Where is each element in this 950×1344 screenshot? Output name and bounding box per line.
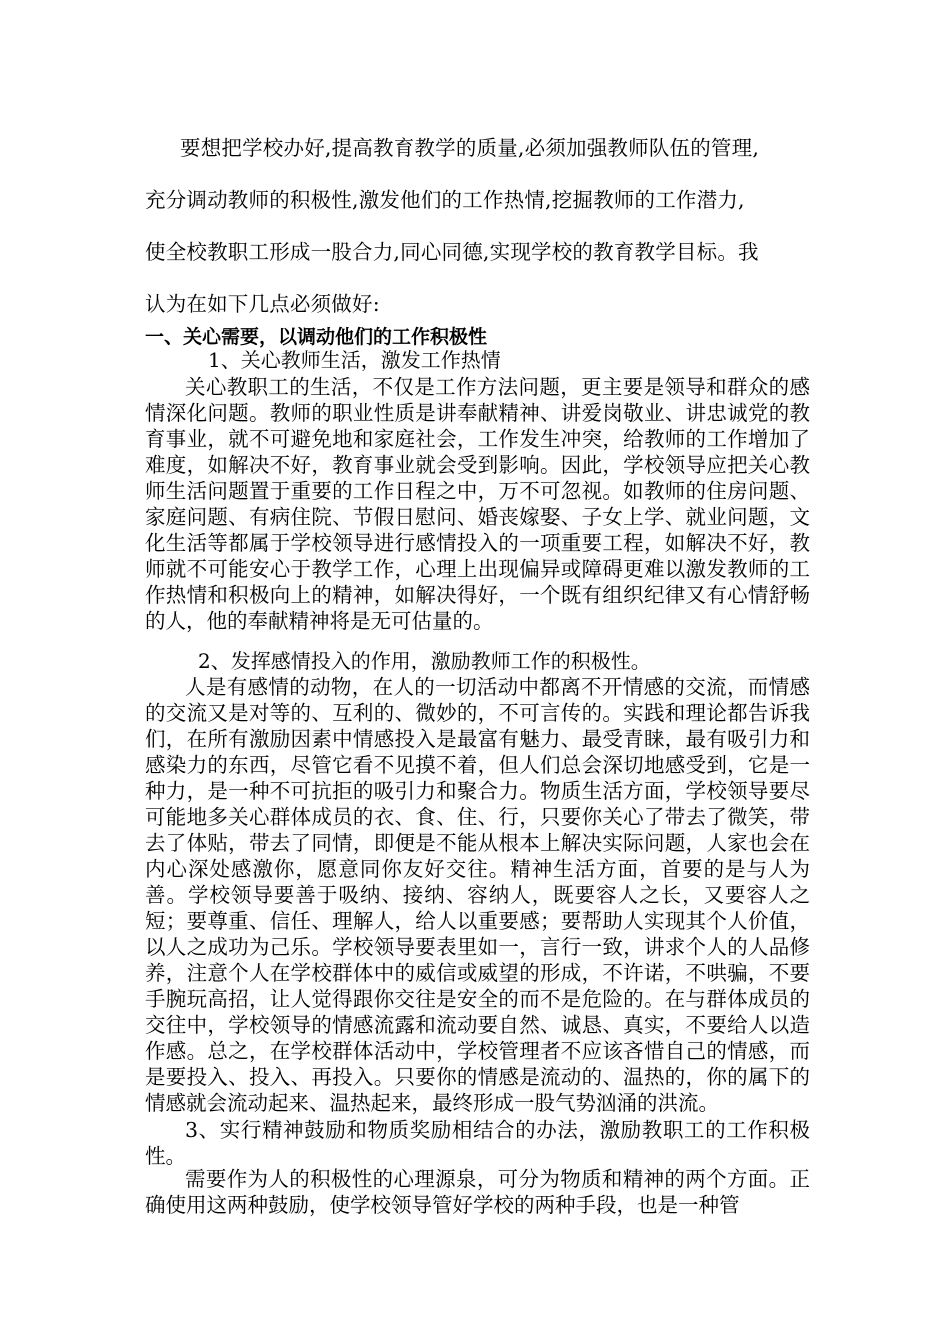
intro-line: 要想把学校办好,提高教育教学的质量,必须加强教师队伍的管理, [180,136,760,160]
intro-line: 充分调动教师的积极性,激发他们的工作热情,挖掘教师的工作潜力, [145,188,745,212]
subheading-1: 1、关心教师生活，激发工作热情 [208,348,501,372]
intro-line: 使全校教职工形成一股合力,同心同德,实现学校的教育教学目标。我 [145,240,759,264]
paragraph-3: 需要作为人的积极性的心理源泉，可分为物质和精神的两个方面。正确使用这两种鼓励，使学校领导管好学校的两种手段，也是一种管 [145,1167,810,1217]
paragraph-2: 人是有感情的动物，在人的一切活动中都离不开情感的交流，而情感的交流又是对等的、互利的、微妙的，不可言传的。实践和理论都告诉我们，在所有激励因素中情感投入是最富有魅力、最受青睐，最有吸引力和感染力的东西，尽管它看不见摸不着，但人们总会深切地感受到，它是一种力，是一种不可抗拒的吸引力和聚合力。物质生活方面，学校领导要尽可能地多关心群体成员的衣、食、住、行，只要你关心了带去了微笑，带去了体贴，带去了同情，即便是不能从根本上解决实际问题，人家也会在内心深处感激你，愿意同你友好交往。精神生活方面，首要的是与人为善。学校领导要善于吸纳、接纳、容纳人，既要容人之长，又要容人之短；要尊重、信任、理解人，给人以重要感；要帮助人实现其个人价值，以人之成功为己乐。学校领导要表里如一，言行一致，讲求个人的人品修养，注意个人在学校群体中的威信或威望的形成，不许诺，不哄骗，不要手腕玩高招，让人觉得跟你交往是安全的而不是危险的。在与群体成员的交往中，学校领导的情感流露和流动要自然、诚恳、真实，不要给人以造作感。总之，在学校群体活动中，学校管理者不应该吝惜自己的情感，而是要投入、投入、再投入。只要你的情感是流动的、温热的，你的属下的情感就会流动起来、温热起来，最终形成一股气势汹涌的洪流。 [145,675,810,1115]
intro-line: 认为在如下几点必须做好: [145,292,380,316]
paragraph-1: 关心教职工的生活，不仅是工作方法问题，更主要是领导和群众的感情深化问题。教师的职业性质是讲奉献精神、讲爱岗敬业、讲忠诚党的教育事业，就不可避免地和家庭社会，工作发生冲突，给教师的工作增加了难度，如解决不好，教育事业就会受到影响。因此，学校领导应把关心教师生活问题置于重要的工作日程之中，万不可忽视。如教师的住房问题、家庭问题、有病住院、节假日慰问、婚丧嫁娶、子女上学、就业问题，文化生活等都属于学校领导进行感情投入的一项重要工程，如解决不好，教师就不可能安心于教学工作，心理上出现偏异或障碍更难以激发教师的工作热情和积极向上的精神，如解决得好，一个既有组织纪律又有心情舒畅的人，他的奉献精神将是无可估量的。 [145,375,810,633]
subheading-2: 2、发挥感情投入的作用，激励教师工作的积极性。 [198,649,651,673]
section-heading: 一、关心需要，以调动他们的工作积极性 [145,326,488,348]
intro-paragraph [145,133,810,341]
subheading-3: 3、实行精神鼓励和物质奖励相结合的办法，激励教职工的工作积极性。 [145,1118,810,1168]
